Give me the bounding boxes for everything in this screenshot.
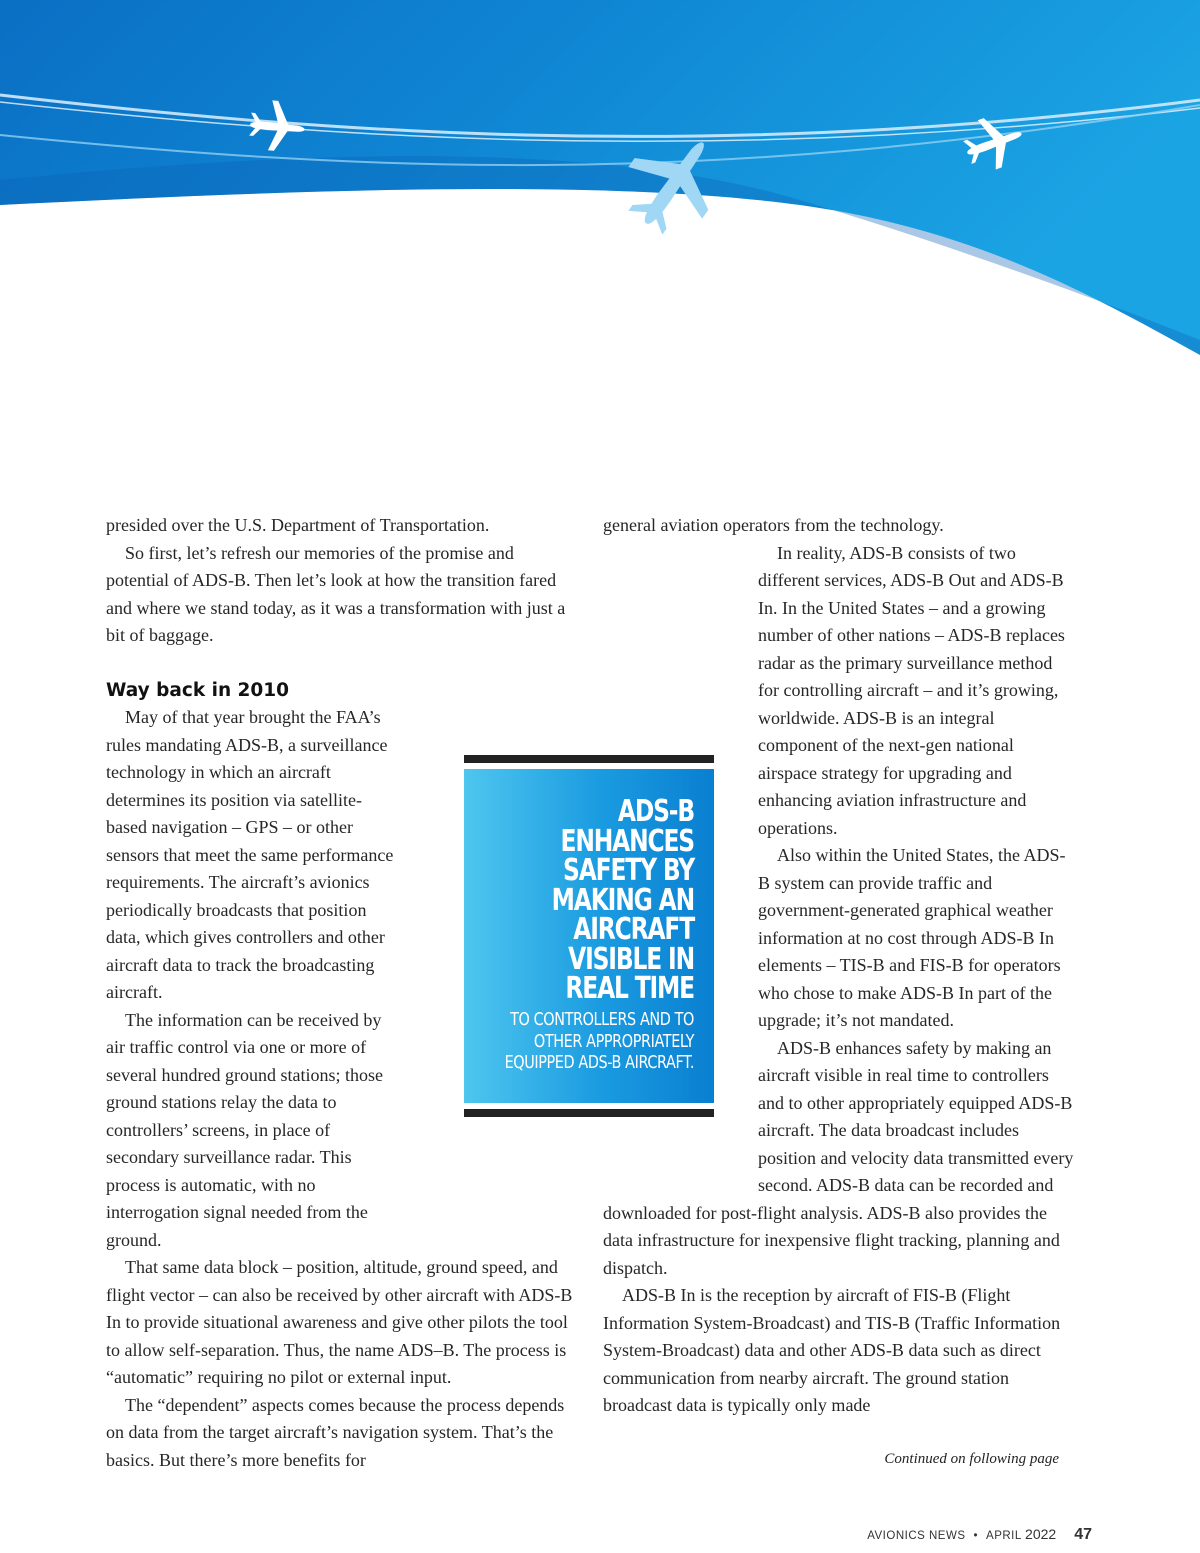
pull-quote [464, 755, 714, 1117]
paragraph: The information can be received by air traffic control via one or more of several hundred ground stations; those ground stations relay the data to controllers’ screens, in place of secondary surveillance radar. This process is automatic, with no interrogation signal needed from the ground. [106, 1009, 383, 1250]
paragraph: The “dependent” aspects comes because the process depends on data from the target aircraft’s navigation system. That’s the basics. But there’s more benefits for [106, 1394, 565, 1470]
page-number: 47 [1074, 1526, 1092, 1543]
pull-quote-headline: ADS-B ENHANCES SAFETY BY MAKING AN AIRCRAFT VISIBLE IN REAL TIME [551, 794, 694, 1006]
paragraph: presided over the U.S. Department of Transportation. [106, 515, 490, 535]
paragraph: That same data block – position, altitude, ground speed, and flight vector – can also be received by other aircraft with ADS-B In to provide situational awareness and give other pilots the tool to allow self-separation. Thus, the name ADS–B. The process is “automatic” requiring no pilot or external input. [106, 1257, 573, 1387]
issue-year: 2022 [1025, 1526, 1057, 1542]
header-banner-illustration [0, 0, 1200, 360]
paragraph: ADS-B In is the reception by aircraft of FIS-B (Flight Information System-Broadcast) and TIS-B (Traffic Information System-Broadcast) data and other ADS-B data such as direct communication from nearby aircraft. The ground station broadcast data is typically only made [603, 1285, 1061, 1415]
paragraph: May of that year brought the FAA’s rules mandating ADS-B, a surveillance technology in which an aircraft determines its position via satellite-based navigation – GPS – or other sensors that meet the same performance requirements. The aircraft’s avionics periodically broadcasts that position data, which gives controllers and other aircraft data to track the broadcasting aircraft. [106, 707, 394, 1002]
page-footer [867, 1526, 1092, 1544]
pull-quote-top-rule [464, 755, 714, 763]
bullet-separator: • [973, 1530, 979, 1542]
paragraph: So first, let’s refresh our memories of the promise and potential of ADS-B. Then let’s look at how the transition fared and where we stand today, as it was a transformation with just a bit of baggage. [106, 542, 566, 645]
paragraph: ADS-B enhances safety by making an aircraft visible in real time to controllers and to other appropriately equipped ADS-B aircraft. The data broadcast includes position and velocity data transmitted every second. ADS-B data can be recorded and downloaded for post-flight analysis. ADS-B also provides the data infrastructure for inexpensive flight tracking, planning and dispatch. [603, 1037, 1074, 1278]
issue-month: APRIL [986, 1530, 1022, 1542]
publication-name: AVIONICS NEWS [867, 1530, 966, 1542]
pull-quote-box [464, 769, 714, 1103]
paragraph: Also within the United States, the ADS-B system can provide traffic and government-generated graphical weather information at no cost through ADS-B In elements – TIS-B and FIS-B for operators who chose to make ADS-B In part of the upgrade; it’s not mandated. [758, 845, 1066, 1030]
pull-quote-bottom-rule [464, 1109, 714, 1117]
pull-quote-subtext: TO CONTROLLERS AND TO OTHER APPROPRIATELY EQUIPPED ADS-B AIRCRAFT. [504, 1009, 694, 1073]
section-heading: Way back in 2010 [106, 679, 290, 701]
paragraph: general aviation operators from the technology. [603, 515, 944, 535]
paragraph: In reality, ADS-B consists of two different services, ADS-B Out and ADS-B In. In the United States – and a growing number of other nations – ADS-B replaces radar as the primary surveillance method for controlling aircraft – and it’s growing, worldwide. ADS-B is an integral component of the next-gen national airspace strategy for upgrading and enhancing aviation infrastructure and operations. [758, 542, 1065, 838]
continued-note: Continued on following page [884, 1451, 1059, 1467]
